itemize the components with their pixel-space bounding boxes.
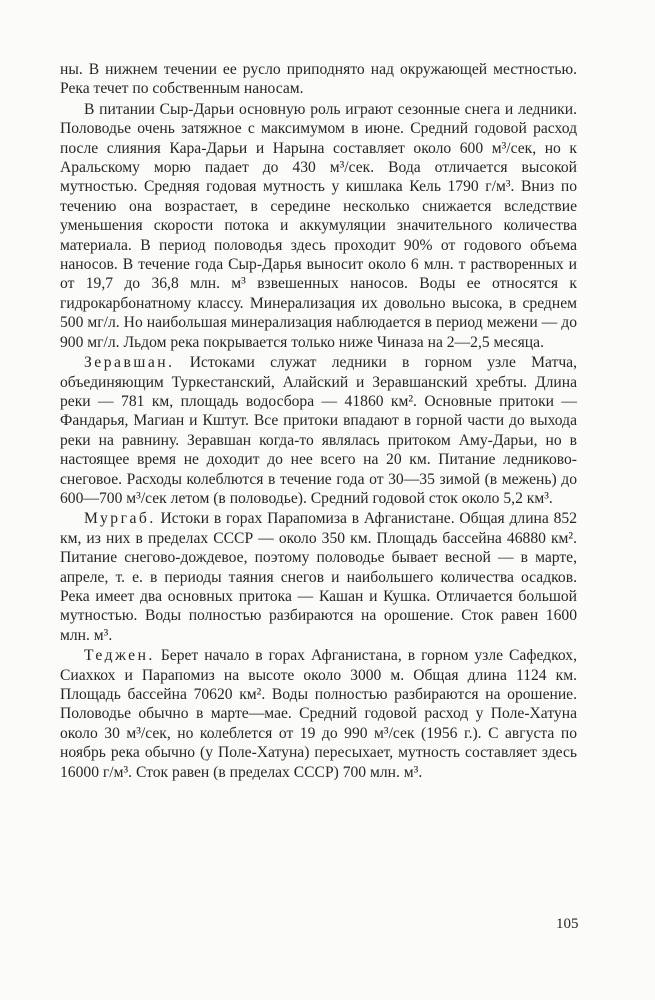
paragraph-continuation [60, 60, 577, 99]
paragraph-text: Истоки в горах Парапомиза в Афганистане. Общая длина 852 км, из них в пределах СССР — около 350 км. Площадь бассейна 46880 км². Питание снегово-дождевое, поэтому половодье бывает весной — в марте, апреле, т. е. в периоды таяния снегов и наибольшего количества осадков. Река имеет два основных притока — Кашан и Кушка. Отличается большой мутностью. Воды полностью разбираются на орошение. Сток равен 1600 млн. м³. [60, 510, 577, 644]
river-heading: Зеравшан. [84, 354, 175, 372]
paragraph-text: ны. В нижнем течении ее русло приподнято над окружающей местностью. Река течет по собственным наносам. [60, 61, 577, 98]
paragraph-murgab [60, 509, 577, 645]
river-heading: Мургаб. [84, 510, 156, 528]
river-heading: Теджен. [84, 647, 155, 665]
paragraph-tedzhen [60, 646, 577, 782]
page-number: 105 [556, 916, 579, 932]
paragraph-text: В питании Сыр-Дарьи основную роль играют сезонные снега и ледники. Половодье очень затяжное с максимумом в июне. Средний годовой расход после слияния Кара-Дарьи и Нарына составляет около 600 м³/сек, но к Аральскому морю падает до 430 м³/сек. Вода отличается высокой мутностью. Средняя годовая мутность у кишлака Кель 1790 г/м³. Вниз по течению она возрастает, в середине несколько снижается вследствие уменьшения скорости потока и аккумуляции значительного количества материала. В период половодья здесь проходит 90% от годового объема наносов. В течение года Сыр-Дарья выносит около 6 млн. т растворенных и от 19,7 до 36,8 млн. м³ взвешенных наносов. Воды ее относятся к гидрокарбонатному классу. Минерализация их довольно высока, в среднем 500 мг/л. Но наибольшая минерализация наблюдается в период межени — до 900 мг/л. Льдом река покрывается только ниже Чиназа на 2—2,5 месяца. [60, 100, 577, 351]
paragraph-text: Истоками служат ледники в горном узле Матча, объединяющим Туркестанский, Алайский и Зеравшанский хребты. Длина реки — 781 км, площадь водосбора — 41860 км². Основные притоки — Фандарья, Магиан и Кштут. Все притоки впадают в горной части до выхода реки на равнину. Зеравшан когда-то являлась притоком Аму-Дарьи, но в настоящее время не доходит до нее всего на 20 км. Питание ледниково-снеговое. Расходы колеблются в течение года от 30—35 зимой (в межень) до 600—700 м³/сек летом (в половодье). Средний годовой сток около 5,2 км³. [60, 354, 578, 507]
paragraph-text: Берет начало в горах Афганистана, в горном узле Сафедкох, Сиахкох и Парапомиз на высоте около 3000 м. Общая длина 1124 км. Площадь бассейна 70620 км². Воды полностью разбираются на орошение. Половодье обычно в марте—мае. Средний годовой расход у Поле-Хатуна около 30 м³/сек, но колеблется от 19 до 990 м³/сек (1956 г.). С августа по ноябрь река обычно (у Поле-Хатуна) пересыхает, мутность составляет здесь 16000 г/м³. Сток равен (в пределах СССР) 700 млн. м³. [60, 647, 577, 781]
body-text [60, 60, 577, 782]
paragraph-syr-darya [60, 100, 577, 352]
paragraph-zeravshan [60, 353, 577, 508]
